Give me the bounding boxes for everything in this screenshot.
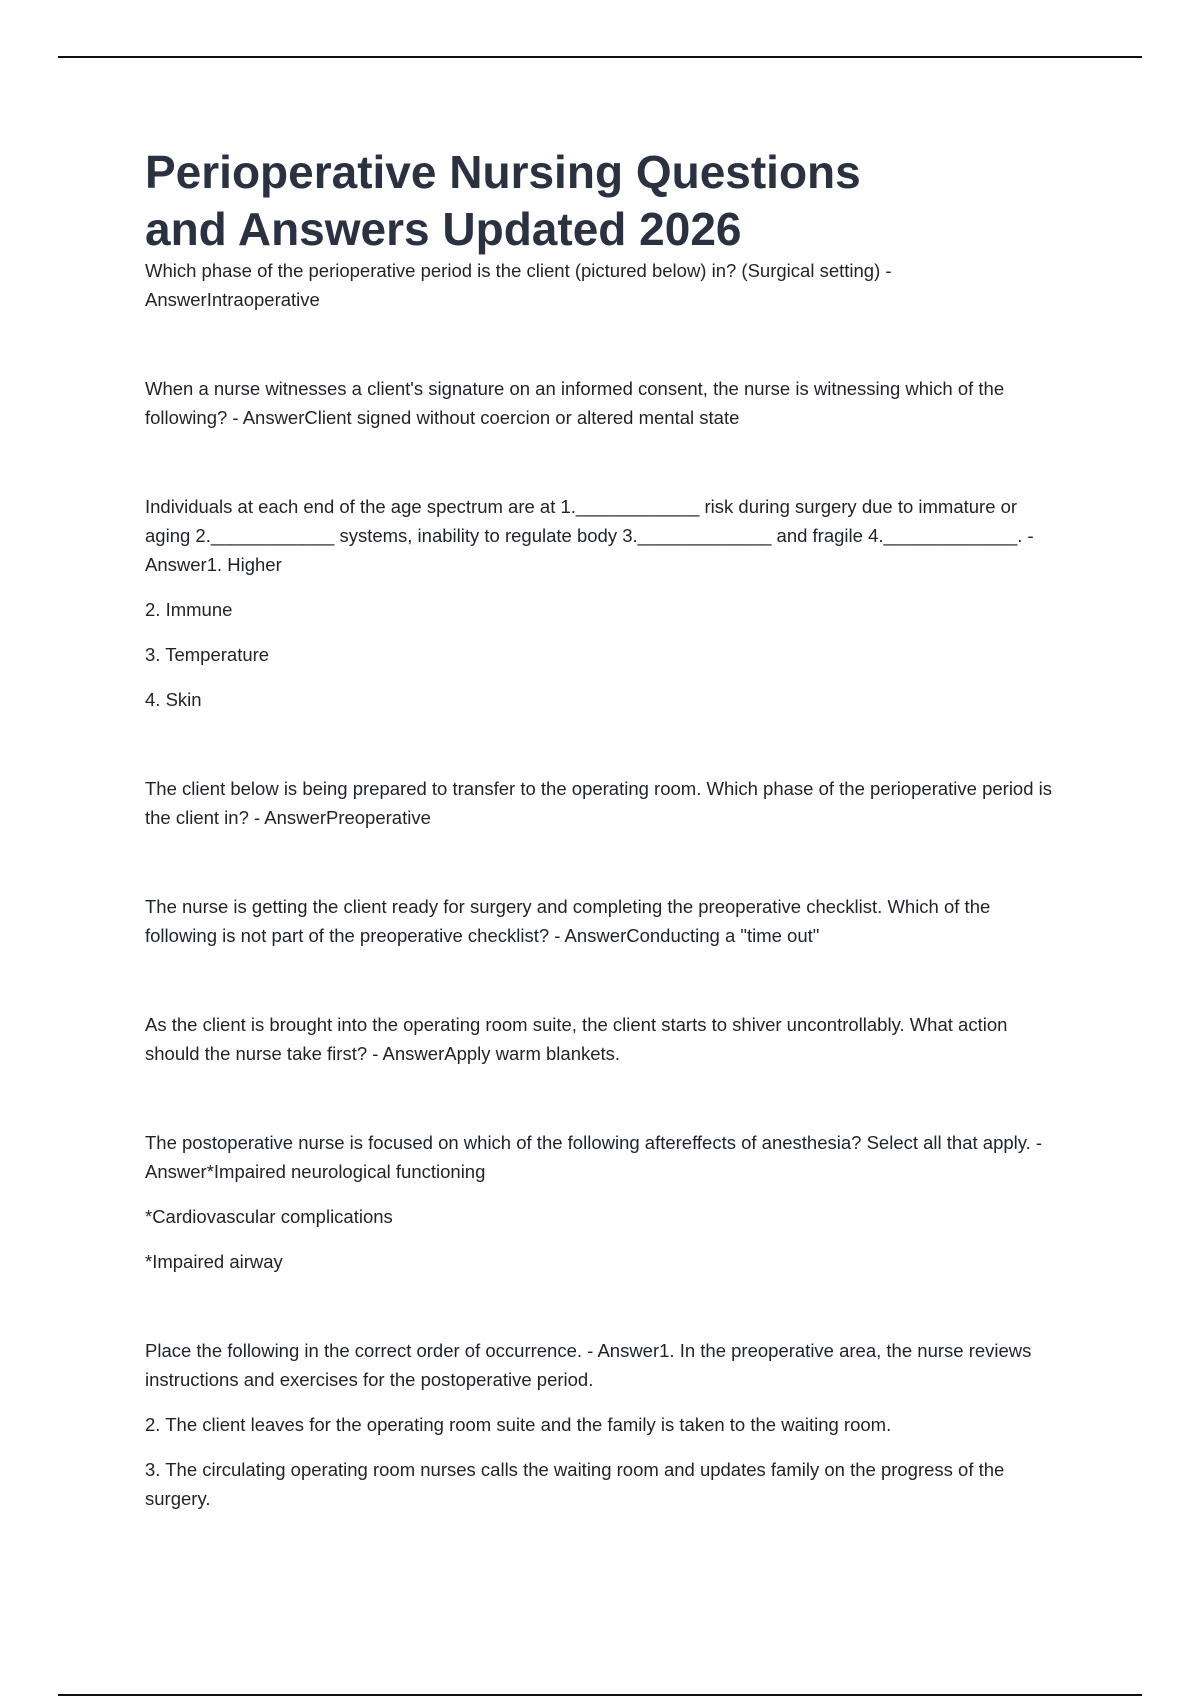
qa-item-3 [145,492,1065,714]
qa-item-1 [145,256,1065,314]
qa-item-2 [145,374,1065,432]
qa-answer-line: *Cardiovascular complications [145,1206,393,1227]
qa-item-5 [145,892,1065,950]
qa-answer-line: 2. The client leaves for the operating room suite and the family is taken to the waiting room. [145,1414,892,1435]
qa-item-6 [145,1010,1065,1068]
top-rule [58,56,1142,58]
qa-question: As the client is brought into the operating room suite, the client starts to shiver uncontrollably. What action should the nurse take first? - AnswerApply warm blankets. [145,1014,1008,1064]
qa-question: The postoperative nurse is focused on which of the following aftereffects of anesthesia? Select all that apply. - Answer*Impaired neurological functioning [145,1132,1043,1182]
qa-item-8 [145,1336,1065,1513]
qa-answer-line: 3. The circulating operating room nurses calls the waiting room and updates family on the progress of the surgery. [145,1459,1005,1509]
qa-item-7 [145,1128,1065,1276]
qa-question: When a nurse witnesses a client's signature on an informed consent, the nurse is witnessing which of the following? - AnswerClient signed without coercion or altered mental state [145,378,1005,428]
qa-question: Place the following in the correct order of occurrence. - Answer1. In the preoperative area, the nurse reviews instructions and exercises for the postoperative period. [145,1340,1032,1390]
qa-question: Which phase of the perioperative period is the client (pictured below) in? (Surgical setting) - AnswerIntraoperative [145,260,892,310]
qa-list [145,256,1065,1513]
qa-answer-line: *Impaired airway [145,1251,283,1272]
qa-question: Individuals at each end of the age spectrum are at 1.____________ risk during surgery due to immature or aging 2.____________ systems, inability to regulate body 3._____________ and fragile 4._____________. - Answer1. Higher [145,496,1034,575]
qa-question: The client below is being prepared to transfer to the operating room. Which phase of the perioperative period is the client in? - AnswerPreoperative [145,778,1053,828]
page-title-line-2: and Answers Updated 2026 [145,203,742,255]
qa-question: The nurse is getting the client ready for surgery and completing the preoperative checklist. Which of the following is not part of the preoperative checklist? - AnswerConducting a "time out" [145,896,991,946]
qa-answer-line: 2. Immune [145,599,233,620]
qa-answer-line: 3. Temperature [145,644,270,665]
qa-item-4 [145,774,1065,832]
page-title [145,144,1105,258]
bottom-rule [58,1694,1142,1696]
page-title-line-1: Perioperative Nursing Questions [145,146,861,198]
qa-answer-line: 4. Skin [145,689,202,710]
